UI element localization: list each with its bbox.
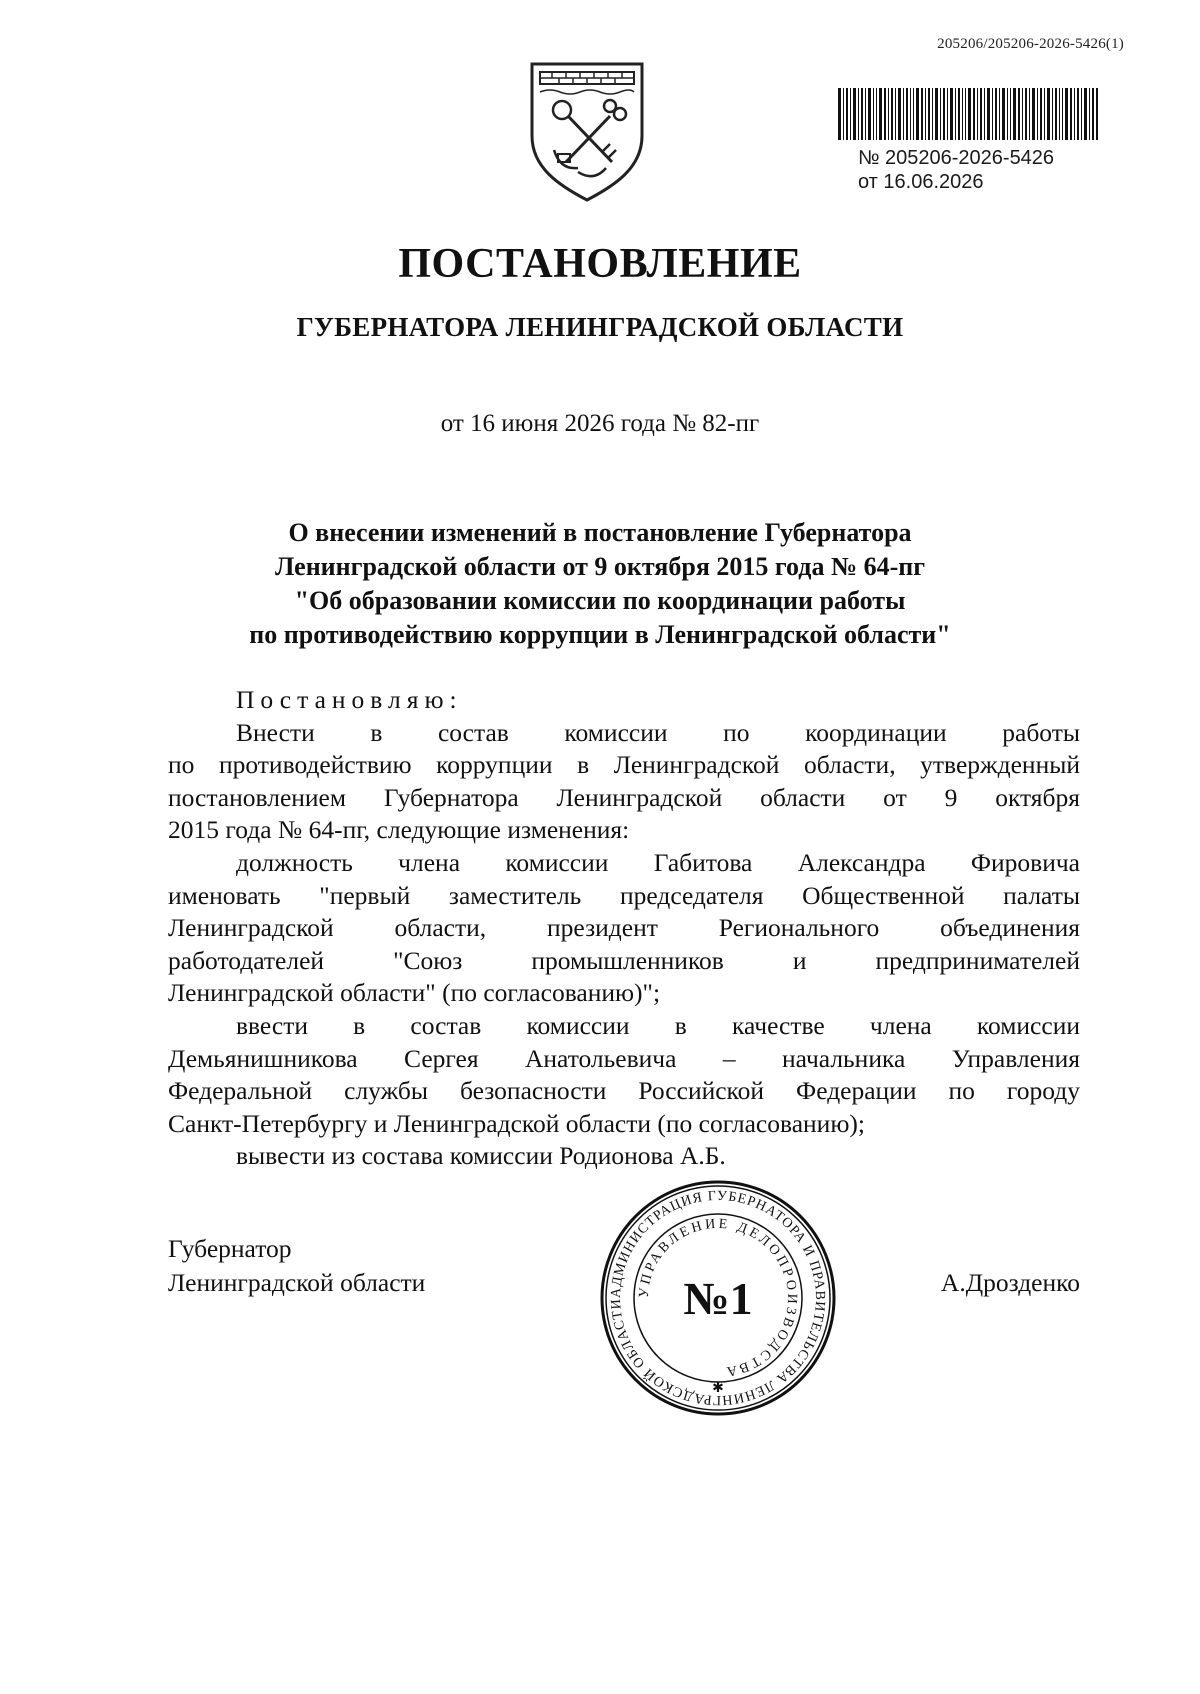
body-line: Ленинградской области" (по согласованию)"; [168, 978, 661, 1008]
body-line: вывести из состава комиссии Родионова А.Б. [236, 1141, 726, 1171]
document-code: 205206/205206-2026-5426(1) [937, 36, 1124, 52]
document-body [168, 684, 1080, 1173]
body-line: ввести в состав комиссии в качестве члена комиссии [236, 1010, 1080, 1040]
document-title: ПОСТАНОВЛЕНИЕ [398, 241, 802, 287]
act-date: от 16 июня 2026 года № 82-пг [440, 410, 760, 437]
heading-line: по противодействию коррупции в Ленинградской области" [249, 620, 951, 649]
body-line: должность члена комиссии Габитова Александра Фировича [236, 847, 1080, 877]
heading-line: "Об образовании комиссии по координации работы [294, 586, 906, 615]
document-heading [0, 516, 1200, 652]
registration-date: от 16.06.2026 [858, 171, 984, 193]
body-line: Федеральной службы безопасности Российской Федерации по городу [168, 1076, 1080, 1106]
stamp-number: №1 [683, 1273, 753, 1324]
body-line: Санкт-Петербургу и Ленинградской области (по согласованию); [168, 1108, 865, 1138]
body-line: 2015 года № 64-пг, следующие изменения: [168, 815, 630, 845]
registration-number: № 205206-2026-5426 [858, 147, 1055, 169]
signer-name: А.Дрозденко [940, 1268, 1080, 1297]
body-line: Внести в состав комиссии по координации работы [236, 717, 1080, 747]
document-subtitle: ГУБЕРНАТОРА ЛЕНИНГРАДСКОЙ ОБЛАСТИ [296, 312, 904, 342]
signature-position-line: Ленинградской области [168, 1268, 426, 1297]
heading-line: О внесении изменений в постановление Губернатора [288, 518, 912, 547]
heading-line: Ленинградской области от 9 октября 2015 года № 64-пг [274, 552, 926, 581]
stamp-inner-text: УПРАВЛЕНИЕ ДЕЛОПРОИЗВОДСТВА [636, 1216, 800, 1379]
round-seal-icon [598, 1178, 838, 1418]
signature-position-line: Губернатор [168, 1234, 292, 1263]
body-line: Демьянишникова Сергея Анатольевича – начальника Управления [168, 1043, 1080, 1073]
body-line: постановлением Губернатора Ленинградской области от 9 октября [168, 782, 1080, 812]
stamp-outer-text: АДМИНИСТРАЦИЯ ГУБЕРНАТОРА И ПРАВИТЕЛЬСТВА ЛЕНИНГРАДСКОЙ ОБЛАСТИ [608, 1188, 828, 1408]
svg-text:✱: ✱ [712, 1380, 724, 1396]
barcode-icon [838, 88, 1098, 140]
body-line: Постановляю: [236, 685, 463, 714]
coat-of-arms-icon [526, 58, 648, 204]
body-line: именовать "первый заместитель председателя Общественной палаты [168, 880, 1080, 910]
body-line: работодателей "Союз промышленников и предпринимателей [168, 945, 1080, 975]
body-line: по противодействию коррупции в Ленинградской области, утвержденный [168, 750, 1080, 780]
body-line: Ленинградской области, президент Регионального объединения [168, 913, 1080, 943]
signature-position [168, 1232, 425, 1300]
